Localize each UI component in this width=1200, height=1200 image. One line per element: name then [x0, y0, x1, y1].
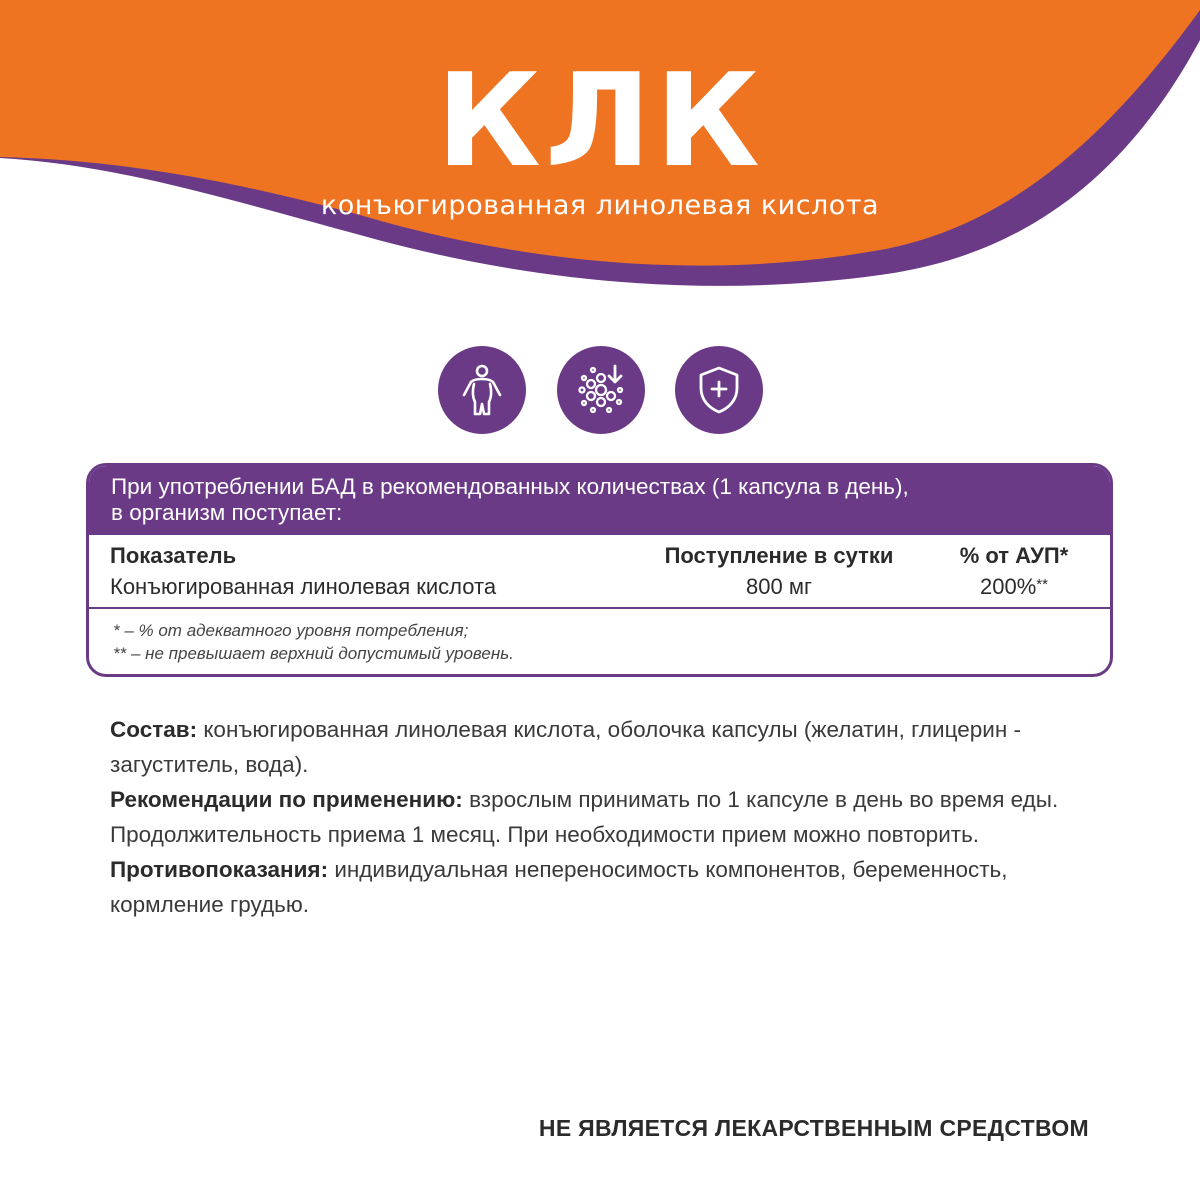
product-subtitle: конъюгированная линолевая кислота	[320, 190, 880, 221]
benefit-icons	[438, 346, 763, 434]
column-header-daily: Поступление в сутки	[664, 543, 894, 568]
fat-cells-reduce-icon	[557, 346, 645, 434]
column-header-indicator: Показатель	[110, 543, 237, 568]
row-percent-value	[939, 574, 1089, 600]
contraindications-text: индивидуальная непереносимость компонентов, беременность, кормление грудью.	[110, 857, 1008, 917]
table-divider	[89, 607, 1110, 609]
product-details	[110, 712, 1070, 922]
composition-label: Состав:	[110, 717, 198, 742]
nutrition-facts-table	[86, 463, 1113, 677]
contraindications-label: Противопоказания:	[110, 857, 329, 882]
usage-text: взрослым принимать по 1 капсуле в день во время еды. Продолжительность приема 1 месяц. При необходимости прием можно повторить.	[110, 787, 1059, 847]
row-daily-amount: 800 мг	[746, 574, 812, 599]
shield-plus-icon	[675, 346, 763, 434]
nutrition-intro-line1: При употреблении БАД в рекомендованных количествах (1 капсула в день),	[111, 474, 909, 499]
contraindications-paragraph	[110, 852, 1070, 922]
nutrition-intro	[89, 466, 1110, 535]
nutrition-table-body	[89, 535, 1110, 610]
composition-text: конъюгированная линолевая кислота, оболочка капсулы (желатин, глицерин - загуститель, вода).	[110, 717, 1021, 777]
nutrition-intro-line2: в организм поступает:	[111, 500, 343, 525]
usage-label: Рекомендации по применению:	[110, 787, 463, 812]
footnote-adequate-level: * – % от адекватного уровня потребления;	[113, 621, 469, 640]
body-shape-icon	[438, 346, 526, 434]
column-header-percent: % от АУП*	[959, 543, 1069, 568]
product-title: КЛК	[436, 47, 764, 196]
footnote-upper-limit: ** – не превышает верхний допустимый уровень.	[113, 644, 514, 663]
row-ingredient-name: Конъюгированная линолевая кислота	[110, 574, 497, 599]
row-percent-number: 200%	[980, 574, 1037, 599]
row-percent-footnote-mark: **	[1036, 576, 1048, 593]
usage-paragraph	[110, 782, 1070, 852]
not-a-medicine-disclaimer: НЕ ЯВЛЯЕТСЯ ЛЕКАРСТВЕННЫМ СРЕДСТВОМ	[538, 1115, 1089, 1141]
composition-paragraph	[110, 712, 1070, 782]
table-footnotes	[113, 619, 514, 665]
